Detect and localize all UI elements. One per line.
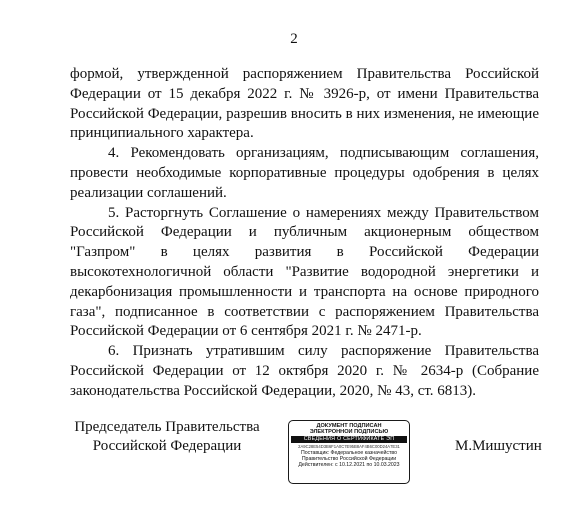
paragraph-item-5: 5. Расторгнуть Соглашение о намерениях между Правительством Российской Федерации и публичным акционерным обществом "Газпром" в целях развития в Российской Федерации высокотехнологичной области "Развитие водородной энергетики и декарбонизация промышленности и транспорта на основе природного газа", подписанное в соответствии с распоряжением Правительства Российской Федерации от 6 сентября 2021 г. № 2471-р. xyxy=(70,204,539,340)
stamp-line-1: ДОКУМЕНТ ПОДПИСАН xyxy=(316,423,382,429)
stamp-serial: 2A9C28E54D3B6F1A0C7E95B8AF4B6C00D24A7E31 xyxy=(298,444,400,449)
stamp-validity: Действителен: с 10.12.2021 по 10.03.2023 xyxy=(298,461,400,468)
electronic-signature-stamp xyxy=(288,420,410,484)
paragraph-continuation: формой, утвержденной распоряжением Правительства Российской Федерации от 15 декабря 2022 г. № 3926-р, от имени Правительства Российской Федерации, разрешив вносить в них изменения, не имеющие принципиального характера. xyxy=(70,66,539,142)
signatory-title xyxy=(72,418,262,456)
document-body xyxy=(70,65,539,402)
signatory-name: М.Мишустин xyxy=(455,438,542,454)
paragraph-item-6: 6. Признать утратившим силу распоряжение Правительства Российской Федерации от 12 октября 2020 г. № 2634-р (Собрание законодательства Российской Федерации, 2020, № 43, ст. 6813). xyxy=(70,343,539,399)
stamp-banner: СВЕДЕНИЯ О СЕРТИФИКАТЕ ЭП xyxy=(291,436,407,443)
stamp-owner-line-2: Правительство Российской Федерации xyxy=(301,455,397,462)
paragraph-item-4: 4. Рекомендовать организациям, подписывающим соглашения, провести необходимые корпоративные процедуры одобрения в целях реализации соглашений. xyxy=(70,145,539,201)
signature-block xyxy=(0,418,588,488)
stamp-owner-line-1: Поставщик: Федеральное казначейство xyxy=(301,449,397,456)
stamp-line-2: ЭЛЕКТРОННОЙ ПОДПИСЬЮ xyxy=(309,429,389,435)
signatory-title-line-1: Председатель Правительства xyxy=(74,419,260,435)
page-number: 2 xyxy=(290,31,298,47)
signatory-title-line-2: Российской Федерации xyxy=(92,438,242,454)
